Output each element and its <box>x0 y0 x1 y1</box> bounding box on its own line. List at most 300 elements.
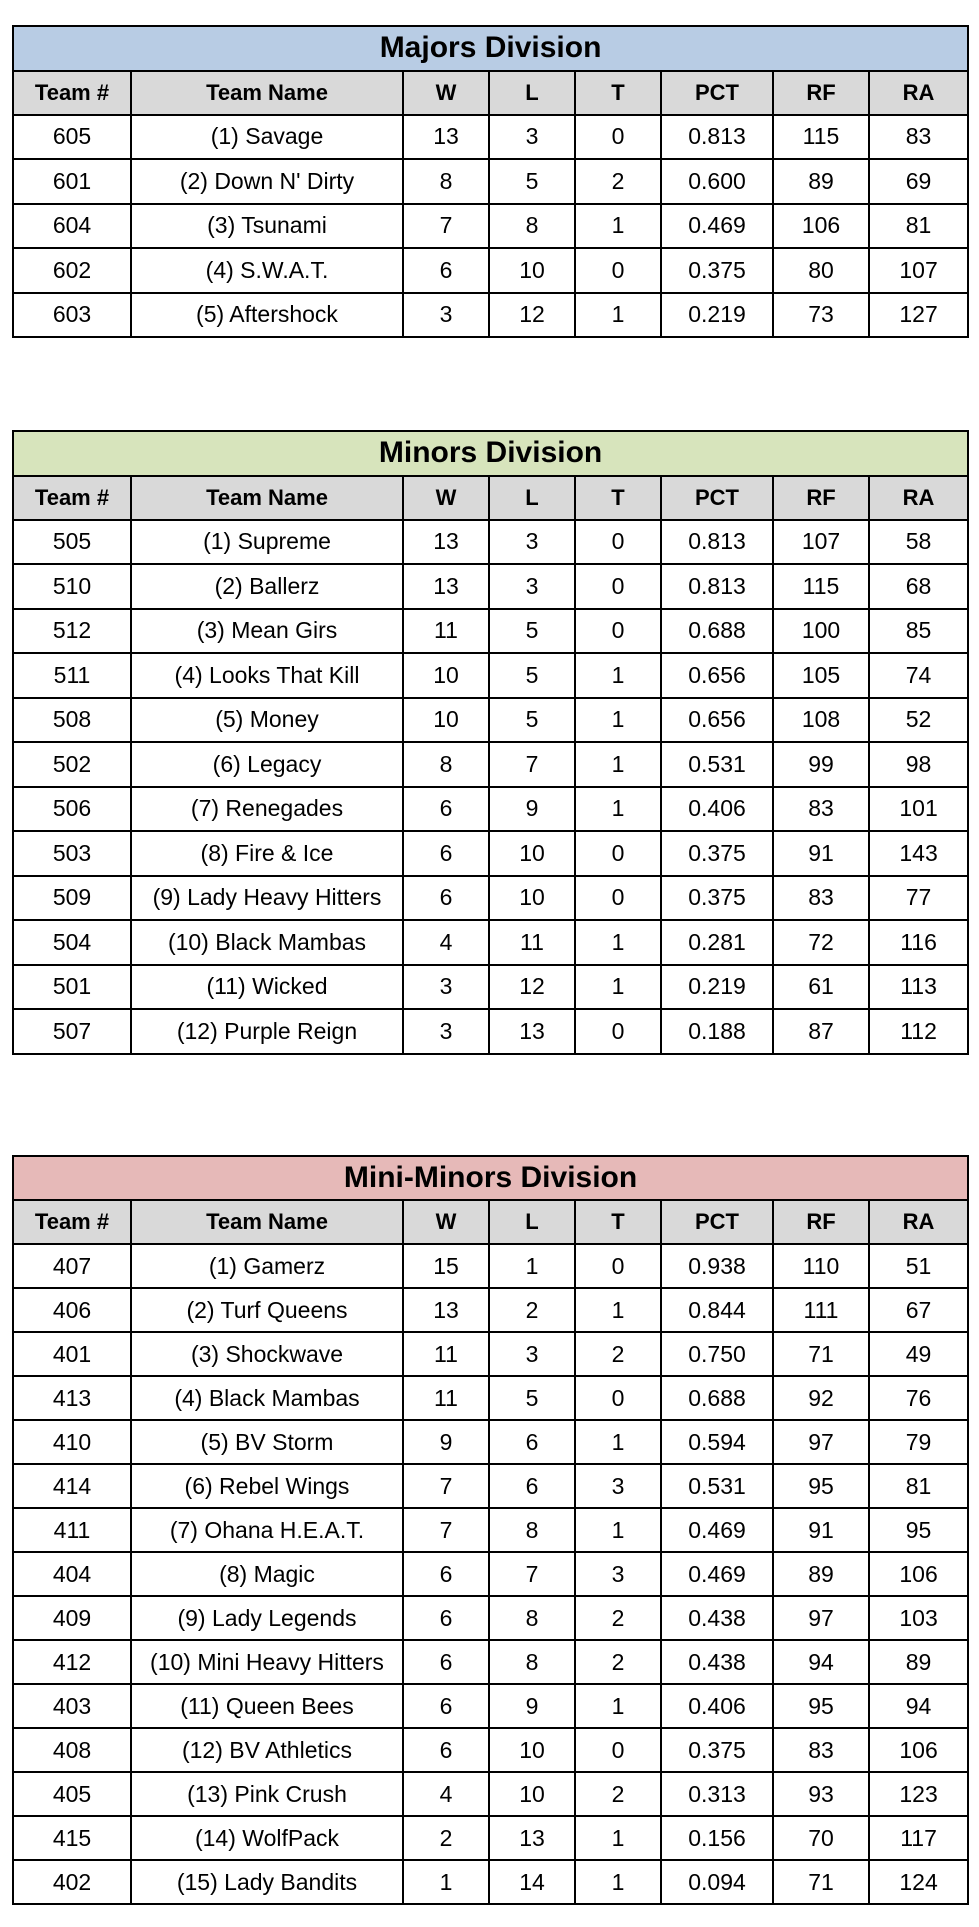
losses-cell: 10 <box>489 1772 575 1816</box>
ties-cell: 0 <box>575 609 661 654</box>
runs-for-cell: 91 <box>773 1508 869 1552</box>
table-row <box>13 1332 968 1376</box>
header-row <box>13 71 968 115</box>
win-pct-cell: 0.600 <box>661 159 773 204</box>
runs-for-cell: 71 <box>773 1332 869 1376</box>
team-number-cell: 415 <box>13 1816 131 1860</box>
team-name-cell: (2) Ballerz <box>131 564 403 609</box>
team-number-cell: 507 <box>13 1009 131 1054</box>
ties-cell: 0 <box>575 564 661 609</box>
table-row <box>13 653 968 698</box>
runs-against-cell: 67 <box>869 1288 968 1332</box>
team-name-cell: (14) WolfPack <box>131 1816 403 1860</box>
runs-for-cell: 99 <box>773 742 869 787</box>
team-number-cell: 401 <box>13 1332 131 1376</box>
win-pct-cell: 0.469 <box>661 204 773 249</box>
wins-cell: 6 <box>403 876 489 921</box>
losses-cell: 1 <box>489 1244 575 1288</box>
runs-against-cell: 81 <box>869 204 968 249</box>
column-header-team-number: Team # <box>13 1200 131 1244</box>
team-name-cell: (11) Wicked <box>131 965 403 1010</box>
ties-cell: 1 <box>575 1860 661 1904</box>
team-name-cell: (8) Fire & Ice <box>131 831 403 876</box>
table-row <box>13 742 968 787</box>
team-name-cell: (1) Supreme <box>131 520 403 565</box>
wins-cell: 11 <box>403 1332 489 1376</box>
losses-cell: 5 <box>489 159 575 204</box>
runs-against-cell: 123 <box>869 1772 968 1816</box>
wins-cell: 10 <box>403 653 489 698</box>
wins-cell: 13 <box>403 115 489 160</box>
column-header-wins: W <box>403 71 489 115</box>
win-pct-cell: 0.844 <box>661 1288 773 1332</box>
wins-cell: 15 <box>403 1244 489 1288</box>
win-pct-cell: 0.750 <box>661 1332 773 1376</box>
win-pct-cell: 0.656 <box>661 698 773 743</box>
ties-cell: 0 <box>575 831 661 876</box>
team-name-cell: (15) Lady Bandits <box>131 1860 403 1904</box>
wins-cell: 13 <box>403 1288 489 1332</box>
runs-against-cell: 113 <box>869 965 968 1010</box>
table-row <box>13 1640 968 1684</box>
table-row <box>13 1420 968 1464</box>
header-row <box>13 1200 968 1244</box>
team-name-cell: (1) Savage <box>131 115 403 160</box>
team-number-cell: 605 <box>13 115 131 160</box>
win-pct-cell: 0.656 <box>661 653 773 698</box>
table-row <box>13 1596 968 1640</box>
team-number-cell: 509 <box>13 876 131 921</box>
runs-against-cell: 107 <box>869 248 968 293</box>
ties-cell: 0 <box>575 248 661 293</box>
table-row <box>13 698 968 743</box>
runs-against-cell: 103 <box>869 1596 968 1640</box>
team-number-cell: 504 <box>13 920 131 965</box>
column-header-losses: L <box>489 476 575 520</box>
team-name-cell: (9) Lady Heavy Hitters <box>131 876 403 921</box>
losses-cell: 7 <box>489 1552 575 1596</box>
column-header-ties: T <box>575 476 661 520</box>
team-number-cell: 405 <box>13 1772 131 1816</box>
win-pct-cell: 0.313 <box>661 1772 773 1816</box>
team-number-cell: 412 <box>13 1640 131 1684</box>
ties-cell: 2 <box>575 1596 661 1640</box>
ties-cell: 1 <box>575 920 661 965</box>
ties-cell: 1 <box>575 204 661 249</box>
ties-cell: 2 <box>575 159 661 204</box>
win-pct-cell: 0.469 <box>661 1552 773 1596</box>
division-title: Minors Division <box>13 431 968 476</box>
runs-against-cell: 51 <box>869 1244 968 1288</box>
table-row <box>13 1772 968 1816</box>
column-header-team-name: Team Name <box>131 1200 403 1244</box>
column-header-runs-against: RA <box>869 1200 968 1244</box>
team-number-cell: 601 <box>13 159 131 204</box>
win-pct-cell: 0.531 <box>661 742 773 787</box>
wins-cell: 7 <box>403 1508 489 1552</box>
losses-cell: 3 <box>489 115 575 160</box>
team-number-cell: 403 <box>13 1684 131 1728</box>
win-pct-cell: 0.219 <box>661 293 773 338</box>
runs-against-cell: 101 <box>869 787 968 832</box>
losses-cell: 10 <box>489 876 575 921</box>
runs-for-cell: 95 <box>773 1684 869 1728</box>
runs-for-cell: 89 <box>773 1552 869 1596</box>
ties-cell: 1 <box>575 1508 661 1552</box>
runs-against-cell: 116 <box>869 920 968 965</box>
ties-cell: 1 <box>575 1420 661 1464</box>
column-header-losses: L <box>489 1200 575 1244</box>
table-row <box>13 1376 968 1420</box>
wins-cell: 3 <box>403 965 489 1010</box>
runs-for-cell: 93 <box>773 1772 869 1816</box>
wins-cell: 6 <box>403 1684 489 1728</box>
column-header-win-pct: PCT <box>661 1200 773 1244</box>
wins-cell: 10 <box>403 698 489 743</box>
team-number-cell: 406 <box>13 1288 131 1332</box>
team-number-cell: 505 <box>13 520 131 565</box>
losses-cell: 13 <box>489 1816 575 1860</box>
runs-against-cell: 77 <box>869 876 968 921</box>
runs-for-cell: 80 <box>773 248 869 293</box>
wins-cell: 8 <box>403 159 489 204</box>
column-header-team-number: Team # <box>13 71 131 115</box>
team-number-cell: 409 <box>13 1596 131 1640</box>
losses-cell: 3 <box>489 1332 575 1376</box>
losses-cell: 10 <box>489 248 575 293</box>
team-number-cell: 411 <box>13 1508 131 1552</box>
wins-cell: 4 <box>403 1772 489 1816</box>
table-row <box>13 609 968 654</box>
column-header-losses: L <box>489 71 575 115</box>
losses-cell: 7 <box>489 742 575 787</box>
table-row <box>13 1684 968 1728</box>
runs-for-cell: 107 <box>773 520 869 565</box>
ties-cell: 1 <box>575 698 661 743</box>
team-name-cell: (13) Pink Crush <box>131 1772 403 1816</box>
runs-for-cell: 70 <box>773 1816 869 1860</box>
ties-cell: 1 <box>575 787 661 832</box>
team-name-cell: (4) Black Mambas <box>131 1376 403 1420</box>
table-row <box>13 876 968 921</box>
ties-cell: 0 <box>575 876 661 921</box>
losses-cell: 14 <box>489 1860 575 1904</box>
runs-against-cell: 95 <box>869 1508 968 1552</box>
ties-cell: 1 <box>575 965 661 1010</box>
standings-table <box>12 25 969 338</box>
runs-against-cell: 117 <box>869 1816 968 1860</box>
runs-against-cell: 81 <box>869 1464 968 1508</box>
runs-for-cell: 89 <box>773 159 869 204</box>
runs-for-cell: 91 <box>773 831 869 876</box>
losses-cell: 3 <box>489 520 575 565</box>
team-name-cell: (3) Mean Girs <box>131 609 403 654</box>
table-row <box>13 1009 968 1054</box>
team-number-cell: 604 <box>13 204 131 249</box>
runs-against-cell: 52 <box>869 698 968 743</box>
wins-cell: 7 <box>403 1464 489 1508</box>
runs-for-cell: 115 <box>773 115 869 160</box>
team-number-cell: 410 <box>13 1420 131 1464</box>
team-number-cell: 506 <box>13 787 131 832</box>
win-pct-cell: 0.688 <box>661 1376 773 1420</box>
win-pct-cell: 0.219 <box>661 965 773 1010</box>
division-title: Majors Division <box>13 26 968 71</box>
table-row <box>13 159 968 204</box>
wins-cell: 1 <box>403 1860 489 1904</box>
team-number-cell: 603 <box>13 293 131 338</box>
team-number-cell: 407 <box>13 1244 131 1288</box>
runs-against-cell: 106 <box>869 1728 968 1772</box>
runs-against-cell: 127 <box>869 293 968 338</box>
column-header-runs-for: RF <box>773 476 869 520</box>
losses-cell: 12 <box>489 293 575 338</box>
team-number-cell: 510 <box>13 564 131 609</box>
runs-for-cell: 100 <box>773 609 869 654</box>
runs-for-cell: 110 <box>773 1244 869 1288</box>
wins-cell: 3 <box>403 1009 489 1054</box>
team-number-cell: 602 <box>13 248 131 293</box>
runs-against-cell: 76 <box>869 1376 968 1420</box>
win-pct-cell: 0.406 <box>661 1684 773 1728</box>
team-number-cell: 408 <box>13 1728 131 1772</box>
team-name-cell: (2) Turf Queens <box>131 1288 403 1332</box>
losses-cell: 8 <box>489 1640 575 1684</box>
ties-cell: 0 <box>575 1244 661 1288</box>
ties-cell: 1 <box>575 293 661 338</box>
ties-cell: 3 <box>575 1464 661 1508</box>
wins-cell: 13 <box>403 564 489 609</box>
column-header-runs-for: RF <box>773 1200 869 1244</box>
team-number-cell: 414 <box>13 1464 131 1508</box>
team-number-cell: 503 <box>13 831 131 876</box>
runs-for-cell: 61 <box>773 965 869 1010</box>
table-row <box>13 204 968 249</box>
table-row <box>13 248 968 293</box>
losses-cell: 13 <box>489 1009 575 1054</box>
losses-cell: 8 <box>489 1596 575 1640</box>
losses-cell: 6 <box>489 1464 575 1508</box>
table-row <box>13 1288 968 1332</box>
losses-cell: 9 <box>489 787 575 832</box>
win-pct-cell: 0.594 <box>661 1420 773 1464</box>
table-row <box>13 115 968 160</box>
runs-for-cell: 71 <box>773 1860 869 1904</box>
table-row <box>13 920 968 965</box>
runs-for-cell: 97 <box>773 1596 869 1640</box>
wins-cell: 7 <box>403 204 489 249</box>
team-name-cell: (7) Ohana H.E.A.T. <box>131 1508 403 1552</box>
mini-minors-division <box>12 1155 967 1905</box>
team-number-cell: 511 <box>13 653 131 698</box>
standings-table <box>12 430 969 1055</box>
team-name-cell: (5) BV Storm <box>131 1420 403 1464</box>
runs-against-cell: 94 <box>869 1684 968 1728</box>
wins-cell: 2 <box>403 1816 489 1860</box>
runs-for-cell: 115 <box>773 564 869 609</box>
runs-against-cell: 49 <box>869 1332 968 1376</box>
losses-cell: 5 <box>489 698 575 743</box>
ties-cell: 0 <box>575 1009 661 1054</box>
win-pct-cell: 0.813 <box>661 520 773 565</box>
team-number-cell: 413 <box>13 1376 131 1420</box>
runs-against-cell: 83 <box>869 115 968 160</box>
win-pct-cell: 0.375 <box>661 248 773 293</box>
runs-for-cell: 94 <box>773 1640 869 1684</box>
runs-against-cell: 68 <box>869 564 968 609</box>
wins-cell: 6 <box>403 831 489 876</box>
majors-division <box>12 25 967 338</box>
ties-cell: 2 <box>575 1332 661 1376</box>
losses-cell: 5 <box>489 609 575 654</box>
runs-for-cell: 111 <box>773 1288 869 1332</box>
runs-for-cell: 83 <box>773 876 869 921</box>
wins-cell: 4 <box>403 920 489 965</box>
team-name-cell: (3) Tsunami <box>131 204 403 249</box>
table-row <box>13 1508 968 1552</box>
win-pct-cell: 0.094 <box>661 1860 773 1904</box>
team-name-cell: (7) Renegades <box>131 787 403 832</box>
win-pct-cell: 0.531 <box>661 1464 773 1508</box>
table-row <box>13 1816 968 1860</box>
table-row <box>13 1728 968 1772</box>
losses-cell: 6 <box>489 1420 575 1464</box>
wins-cell: 6 <box>403 1596 489 1640</box>
team-name-cell: (5) Money <box>131 698 403 743</box>
team-name-cell: (5) Aftershock <box>131 293 403 338</box>
table-row <box>13 564 968 609</box>
team-name-cell: (10) Black Mambas <box>131 920 403 965</box>
runs-for-cell: 72 <box>773 920 869 965</box>
column-header-ties: T <box>575 71 661 115</box>
win-pct-cell: 0.813 <box>661 115 773 160</box>
losses-cell: 8 <box>489 1508 575 1552</box>
team-name-cell: (4) S.W.A.T. <box>131 248 403 293</box>
column-header-win-pct: PCT <box>661 71 773 115</box>
ties-cell: 3 <box>575 1552 661 1596</box>
column-header-wins: W <box>403 1200 489 1244</box>
win-pct-cell: 0.469 <box>661 1508 773 1552</box>
team-name-cell: (11) Queen Bees <box>131 1684 403 1728</box>
losses-cell: 8 <box>489 204 575 249</box>
table-row <box>13 1552 968 1596</box>
division-title: Mini-Minors Division <box>13 1156 968 1200</box>
team-number-cell: 508 <box>13 698 131 743</box>
runs-for-cell: 83 <box>773 1728 869 1772</box>
ties-cell: 1 <box>575 1288 661 1332</box>
runs-against-cell: 124 <box>869 1860 968 1904</box>
minors-division <box>12 430 967 1055</box>
win-pct-cell: 0.438 <box>661 1640 773 1684</box>
win-pct-cell: 0.813 <box>661 564 773 609</box>
team-number-cell: 402 <box>13 1860 131 1904</box>
runs-against-cell: 79 <box>869 1420 968 1464</box>
column-header-runs-for: RF <box>773 71 869 115</box>
runs-for-cell: 106 <box>773 204 869 249</box>
team-number-cell: 501 <box>13 965 131 1010</box>
win-pct-cell: 0.406 <box>661 787 773 832</box>
win-pct-cell: 0.938 <box>661 1244 773 1288</box>
runs-against-cell: 98 <box>869 742 968 787</box>
column-header-ties: T <box>575 1200 661 1244</box>
runs-for-cell: 92 <box>773 1376 869 1420</box>
losses-cell: 3 <box>489 564 575 609</box>
win-pct-cell: 0.375 <box>661 1728 773 1772</box>
ties-cell: 1 <box>575 1816 661 1860</box>
win-pct-cell: 0.375 <box>661 831 773 876</box>
table-row <box>13 1860 968 1904</box>
win-pct-cell: 0.156 <box>661 1816 773 1860</box>
table-row <box>13 1464 968 1508</box>
table-row <box>13 1244 968 1288</box>
column-header-team-name: Team Name <box>131 476 403 520</box>
ties-cell: 0 <box>575 520 661 565</box>
win-pct-cell: 0.375 <box>661 876 773 921</box>
team-name-cell: (4) Looks That Kill <box>131 653 403 698</box>
losses-cell: 5 <box>489 1376 575 1420</box>
table-row <box>13 787 968 832</box>
team-number-cell: 512 <box>13 609 131 654</box>
runs-for-cell: 73 <box>773 293 869 338</box>
wins-cell: 11 <box>403 1376 489 1420</box>
runs-for-cell: 87 <box>773 1009 869 1054</box>
runs-against-cell: 106 <box>869 1552 968 1596</box>
team-name-cell: (6) Legacy <box>131 742 403 787</box>
team-number-cell: 502 <box>13 742 131 787</box>
wins-cell: 6 <box>403 1640 489 1684</box>
ties-cell: 0 <box>575 115 661 160</box>
column-header-runs-against: RA <box>869 476 968 520</box>
wins-cell: 6 <box>403 248 489 293</box>
win-pct-cell: 0.438 <box>661 1596 773 1640</box>
wins-cell: 3 <box>403 293 489 338</box>
team-name-cell: (8) Magic <box>131 1552 403 1596</box>
wins-cell: 8 <box>403 742 489 787</box>
ties-cell: 1 <box>575 653 661 698</box>
ties-cell: 2 <box>575 1772 661 1816</box>
wins-cell: 11 <box>403 609 489 654</box>
ties-cell: 2 <box>575 1640 661 1684</box>
losses-cell: 2 <box>489 1288 575 1332</box>
team-name-cell: (10) Mini Heavy Hitters <box>131 1640 403 1684</box>
ties-cell: 1 <box>575 1684 661 1728</box>
column-header-wins: W <box>403 476 489 520</box>
runs-against-cell: 89 <box>869 1640 968 1684</box>
win-pct-cell: 0.188 <box>661 1009 773 1054</box>
runs-against-cell: 112 <box>869 1009 968 1054</box>
team-name-cell: (3) Shockwave <box>131 1332 403 1376</box>
losses-cell: 10 <box>489 831 575 876</box>
team-name-cell: (1) Gamerz <box>131 1244 403 1288</box>
runs-against-cell: 69 <box>869 159 968 204</box>
team-name-cell: (2) Down N' Dirty <box>131 159 403 204</box>
table-row <box>13 520 968 565</box>
table-row <box>13 831 968 876</box>
team-number-cell: 404 <box>13 1552 131 1596</box>
column-header-runs-against: RA <box>869 71 968 115</box>
ties-cell: 1 <box>575 742 661 787</box>
column-header-team-name: Team Name <box>131 71 403 115</box>
team-name-cell: (9) Lady Legends <box>131 1596 403 1640</box>
runs-for-cell: 108 <box>773 698 869 743</box>
losses-cell: 10 <box>489 1728 575 1772</box>
ties-cell: 0 <box>575 1728 661 1772</box>
column-header-team-number: Team # <box>13 476 131 520</box>
wins-cell: 9 <box>403 1420 489 1464</box>
runs-for-cell: 97 <box>773 1420 869 1464</box>
runs-against-cell: 85 <box>869 609 968 654</box>
runs-for-cell: 95 <box>773 1464 869 1508</box>
